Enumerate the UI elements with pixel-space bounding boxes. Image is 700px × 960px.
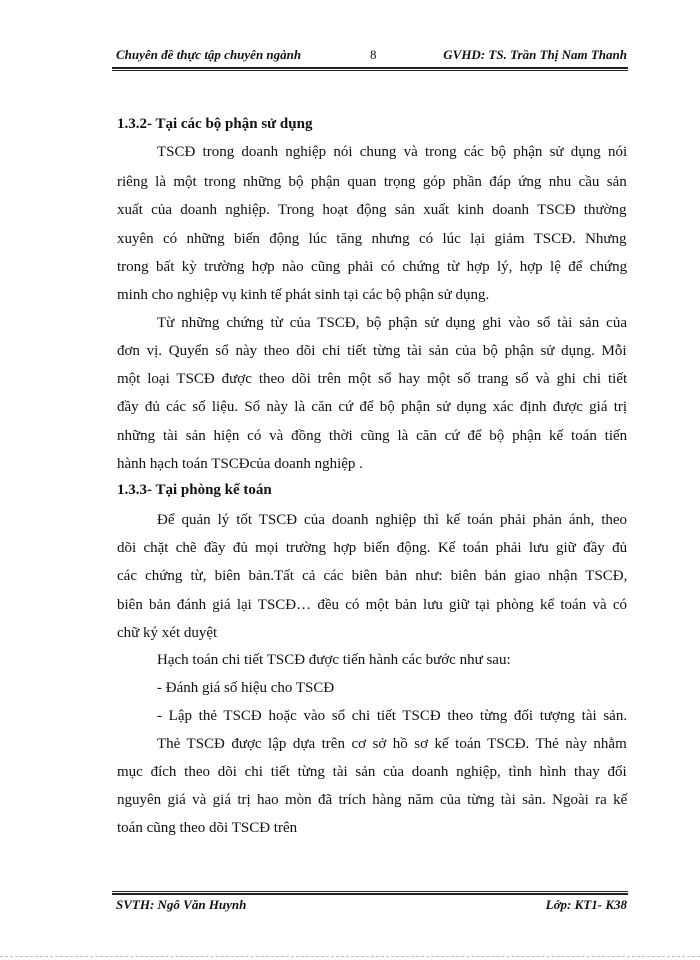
- paragraph-line: Từ những chứng từ của TSCĐ, bộ phận sử dụng ghi vào sổ tài sản của: [157, 315, 627, 331]
- paragraph-line: đơn vị. Quyển sổ này theo dõi chi tiết từng tài sản của bộ phận sử dụng. Mỗi: [117, 343, 627, 359]
- paragraph-line: xuyên có những biến động lúc tăng nhưng có lúc lại giảm TSCĐ. Nhưng: [117, 231, 627, 247]
- paragraph-line: đầy đủ các số liệu. Sổ này là căn cứ để bộ phận sử dụng xác định được giá trị: [117, 399, 628, 415]
- header-document-title: Chuyên đề thực tập chuyên ngành: [116, 47, 302, 62]
- paragraph-line: chữ ký xét duyệt: [117, 625, 218, 641]
- paragraph-line: hành hạch toán TSCĐcủa doanh nghiệp .: [117, 456, 363, 472]
- paragraph-line: Hạch toán chi tiết TSCĐ được tiến hành các bước như sau:: [157, 652, 511, 668]
- paragraph-line: Để quản lý tốt TSCĐ của doanh nghiệp thì kế toán phải phản ánh, theo: [157, 512, 628, 528]
- paragraph-line: trong bất kỳ trường hợp nào cũng phải có chứng từ hợp lý, hợp lệ để chứng: [117, 259, 628, 275]
- section-heading-1-3-3: 1.3.3- Tại phòng kế toán: [117, 482, 272, 498]
- footer-rule: [112, 891, 628, 895]
- header-page-number: 8: [370, 47, 377, 62]
- list-item: - Đánh giá số hiệu cho TSCĐ: [157, 680, 335, 696]
- list-item: - Lập thẻ TSCĐ hoặc vào sổ chi tiết TSCĐ theo từng đối tượng tài sản.: [157, 708, 628, 724]
- paragraph-line: Thẻ TSCĐ được lập dựa trên cơ sở hồ sơ kế toán TSCĐ. Thẻ này nhằm: [157, 736, 627, 752]
- header-rule: [112, 67, 628, 71]
- footer-class: Lớp: KT1- K38: [545, 897, 627, 912]
- paragraph-line: dõi chặt chẽ đầy đủ mọi trường hợp biến động. Kế toán phải lưu giữ đầy đủ: [117, 540, 628, 556]
- page-header: [112, 47, 627, 67]
- paragraph-line: TSCĐ trong doanh nghiệp nói chung và trong các bộ phận sử dụng nói: [157, 144, 628, 160]
- page-break-line: [0, 956, 700, 957]
- paragraph-line: biên bản đánh giá lại TSCĐ… đều có một bản lưu giữ tại phòng kế toán và có: [117, 597, 627, 613]
- paragraph-line: những tài sản hiện có và đồng thời cũng là căn cứ để bộ phận kế toán tiến: [117, 428, 628, 444]
- paragraph-line: một loại TSCĐ được theo dõi trên một sổ hay một số trang sổ và ghi chi tiết: [117, 371, 628, 387]
- paragraph-line: toán cũng theo dõi TSCĐ trên: [117, 820, 298, 836]
- header-advisor: GVHD: TS. Trần Thị Nam Thanh: [443, 47, 627, 62]
- paragraph-line: nguyên giá và giá trị hao mòn đã trích hàng năm của từng tài sản. Ngoài ra kế: [117, 792, 628, 808]
- page-footer: [112, 897, 627, 917]
- paragraph-line: xuất của doanh nghiệp. Trong hoạt động sản xuất kinh doanh TSCĐ thường: [117, 202, 627, 218]
- paragraph-line: các chứng từ, biên bản.Tất cả các biên bản như: biên bản giao nhận TSCĐ,: [117, 568, 628, 584]
- paragraph-line: riêng là một trong những bộ phận quan trọng góp phần đáp ứng nhu cầu sản: [117, 174, 627, 190]
- footer-student-name: SVTH: Ngô Văn Huynh: [116, 897, 247, 912]
- paragraph-line: minh cho nghiệp vụ kinh tế phát sinh tại các bộ phận sử dụng.: [117, 287, 490, 303]
- section-heading-1-3-2: 1.3.2- Tại các bộ phận sử dụng: [117, 116, 313, 132]
- paragraph-line: mục đích theo dõi chi tiết từng tài sản của doanh nghiệp, tình hình thay đổi: [117, 764, 627, 780]
